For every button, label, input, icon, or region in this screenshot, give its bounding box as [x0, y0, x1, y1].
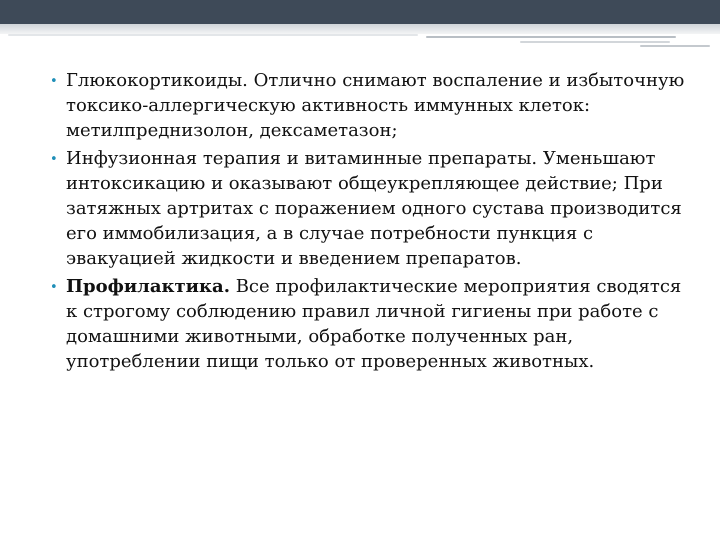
decorative-line — [8, 34, 418, 36]
decorative-line — [640, 45, 710, 47]
title-bar-shadow — [0, 24, 720, 34]
list-item-text: Глюкокортикоиды. Отлично снимают воспаление и избыточную токсико-аллергическую активность иммунных клеток: метилпреднизолон, дексаметазон; — [66, 70, 685, 141]
list-item-text: Все профилактические мероприятия сводятся к строгому соблюдению правил личной гигиены при работе с домашними животными, обработке полученных ран, употреблении пищи только от проверенных животных. — [66, 276, 682, 372]
list-item — [50, 68, 690, 143]
list-item-text: Инфузионная терапия и витаминные препараты. Уменьшают интоксикацию и оказывают общеукрепляющее действие; При затяжных артритах с поражением одного сустава производится его иммобилизация, а в случае потребности пункция с эвакуацией жидкости и введением препаратов. — [66, 148, 682, 269]
decorative-line — [520, 41, 670, 43]
list-item-heading: Профилактика. — [66, 276, 230, 297]
bullet-icon: • — [50, 74, 58, 89]
bullet-icon: • — [50, 152, 58, 167]
bullet-icon: • — [50, 280, 58, 295]
title-bar-decoration — [0, 0, 720, 24]
bullet-list — [50, 68, 690, 377]
list-item — [50, 274, 690, 374]
decorative-line — [426, 36, 676, 38]
list-item — [50, 146, 690, 271]
